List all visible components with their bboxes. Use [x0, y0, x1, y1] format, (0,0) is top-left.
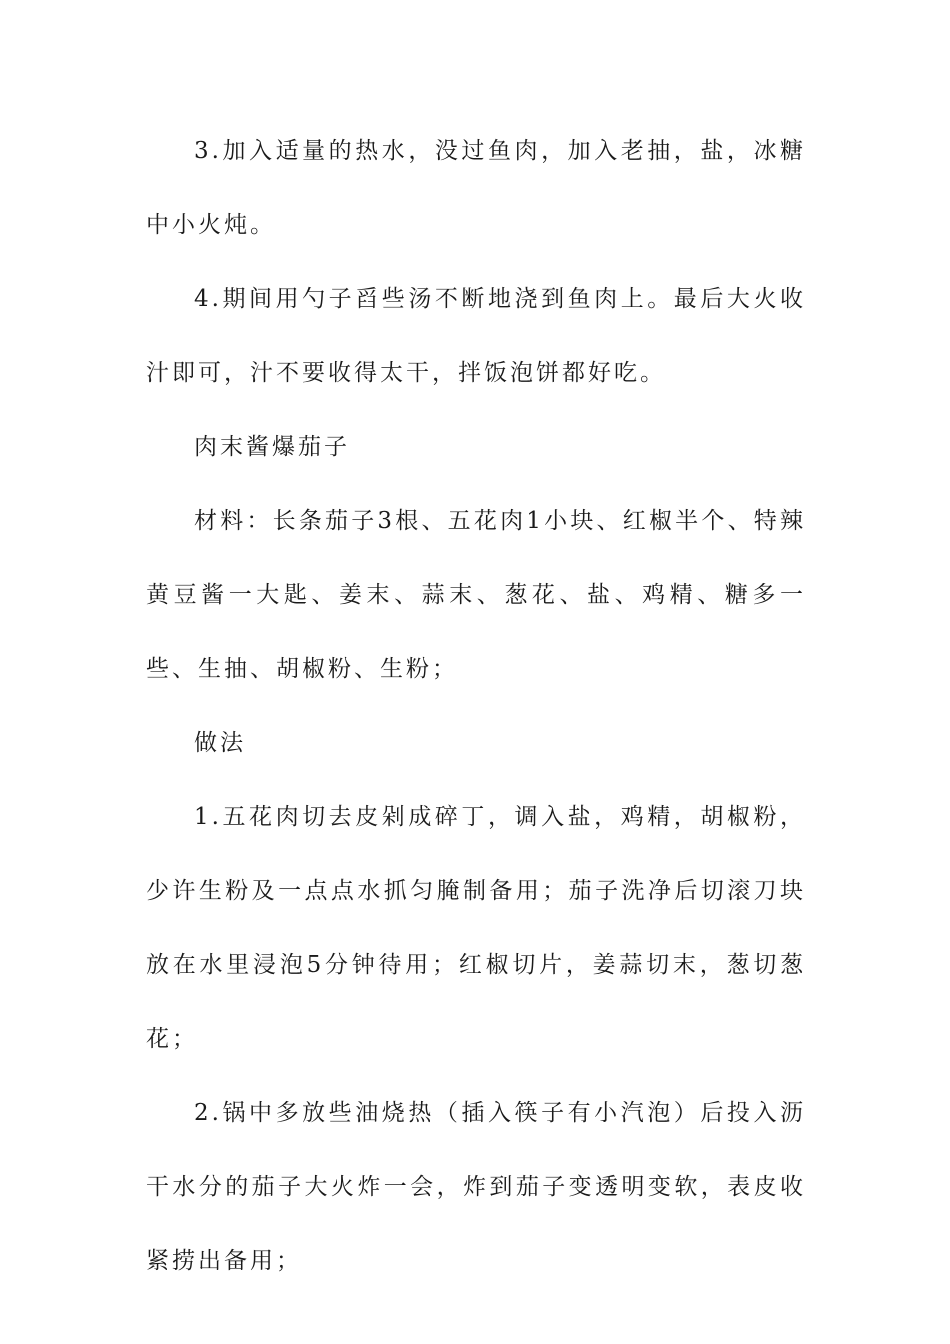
recipe-title: 肉末酱爆茄子: [194, 434, 350, 460]
method-step-2-paragraph: 2.锅中多放些油烧热（插入筷子有小汽泡）后投入沥干水分的茄子大火炸一会，炸到茄子变透明变软，表皮收紧捞出备用；: [146, 1100, 806, 1274]
step-4-paragraph: 4.期间用勺子舀些汤不断地浇到鱼肉上。最后大火收汁即可，汁不要收得太干，拌饭泡饼都好吃。: [146, 286, 806, 386]
method-step-1-paragraph: 1.五花肉切去皮剁成碎丁，调入盐，鸡精，胡椒粉，少许生粉及一点点水抓匀腌制备用；茄子洗净后切滚刀块放在水里浸泡5分钟待用；红椒切片，姜蒜切末，葱切葱花；: [146, 804, 806, 1052]
method-heading: 做法: [194, 730, 246, 756]
ingredients-paragraph: 材料：长条茄子3根、五花肉1小块、红椒半个、特辣黄豆酱一大匙、姜末、蒜末、葱花、盐、鸡精、糖多一些、生抽、胡椒粉、生粉；: [146, 508, 806, 682]
step-3-paragraph: 3.加入适量的热水，没过鱼肉，加入老抽，盐，冰糖中小火炖。: [146, 138, 806, 238]
document-body: [146, 114, 806, 1298]
